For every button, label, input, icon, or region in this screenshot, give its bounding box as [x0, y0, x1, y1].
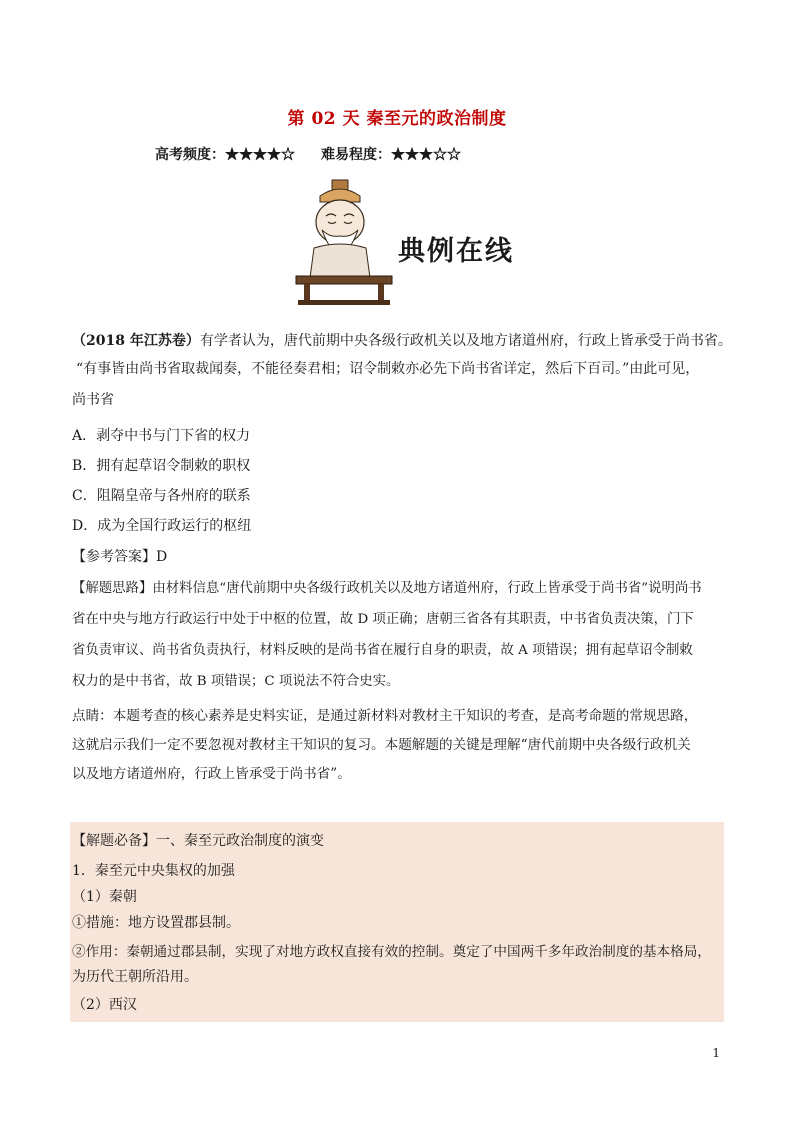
- analysis-line-2: 省在中央与地方行政运行中处于中枢的位置，故 D 项正确；唐朝三省各有其职责，中书省负责决策，门下: [72, 612, 694, 627]
- question-line-1: [72, 330, 732, 350]
- frequency-stars: ★★★★☆: [225, 147, 295, 163]
- essentials-line-4: ①措施：地方设置郡县制。: [72, 915, 240, 931]
- comment-line-2: 这就启示我们一定不要忽视对教材主干知识的复习。本题解题的关键是理解“唐代前期中央各级行政机关: [72, 737, 691, 753]
- essentials-line-5: ②作用：秦朝通过郡县制，实现了对地方政权直接有效的控制。奠定了中国两千多年政治制度的基本格局，: [72, 944, 711, 960]
- essentials-line-7: （2）西汉: [72, 997, 137, 1013]
- reference-answer: 【参考答案】D: [72, 549, 168, 565]
- essentials-line-6: 为历代王朝所沿用。: [72, 969, 198, 985]
- question-stem-3: 尚书省: [72, 392, 114, 408]
- option-b: B．拥有起草诏令制敕的职权: [72, 458, 251, 474]
- essentials-line-3: （1）秦朝: [72, 889, 137, 905]
- option-a: A．剥夺中书与门下省的权力: [72, 428, 251, 444]
- page-number: 1: [712, 1046, 720, 1060]
- example-banner-illustration: [290, 178, 520, 308]
- comment-line-1: 点睛：本题考查的核心素养是史料实证，是通过新材料对教材主干知识的考查，是高考命题的常规思路，: [72, 708, 698, 724]
- question-stem-2: “有事皆由尚书省取裁闻奏，不能径奏君相；诏令制敕亦必先下尚书省详定，然后下百司。”由此可见，: [76, 361, 700, 377]
- analysis-line-1: 【解题思路】由材料信息“唐代前期中央各级行政机关以及地方诸道州府，行政上皆承受于尚书省”说明尚书: [72, 581, 702, 596]
- option-c: C．阻隔皇帝与各州府的联系: [72, 488, 251, 504]
- essentials-heading: 【解题必备】一、秦至元政治制度的演变: [72, 833, 324, 849]
- banner-text: 典例在线: [398, 236, 514, 267]
- frequency-label: 高考频度：: [155, 147, 225, 163]
- comment-line-3: 以及地方诸道州府，行政上皆承受于尚书省”。: [72, 766, 351, 782]
- essentials-line-2: 1．秦至元中央集权的加强: [72, 863, 235, 879]
- question-stem-1: 有学者认为，唐代前期中央各级行政机关以及地方诸道州府，行政上皆承受于尚书省。: [199, 333, 732, 349]
- analysis-line-3: 省负责审议、尚书省负责执行，材料反映的是尚书省在履行自身的职责，故 A 项错误；拥有起草诏令制敕: [72, 643, 693, 658]
- question-source: （2018 年江苏卷）: [72, 333, 200, 349]
- page-title: 第 02 天 秦至元的政治制度: [287, 109, 507, 129]
- difficulty-label: 难易程度：: [321, 147, 391, 163]
- difficulty-stars: ★★★☆☆: [391, 147, 461, 163]
- rating-row: [155, 144, 461, 164]
- option-d: D．成为全国行政运行的枢纽: [72, 518, 252, 534]
- analysis-line-4: 权力的是中书省，故 B 项错误；C 项说法不符合史实。: [72, 674, 400, 689]
